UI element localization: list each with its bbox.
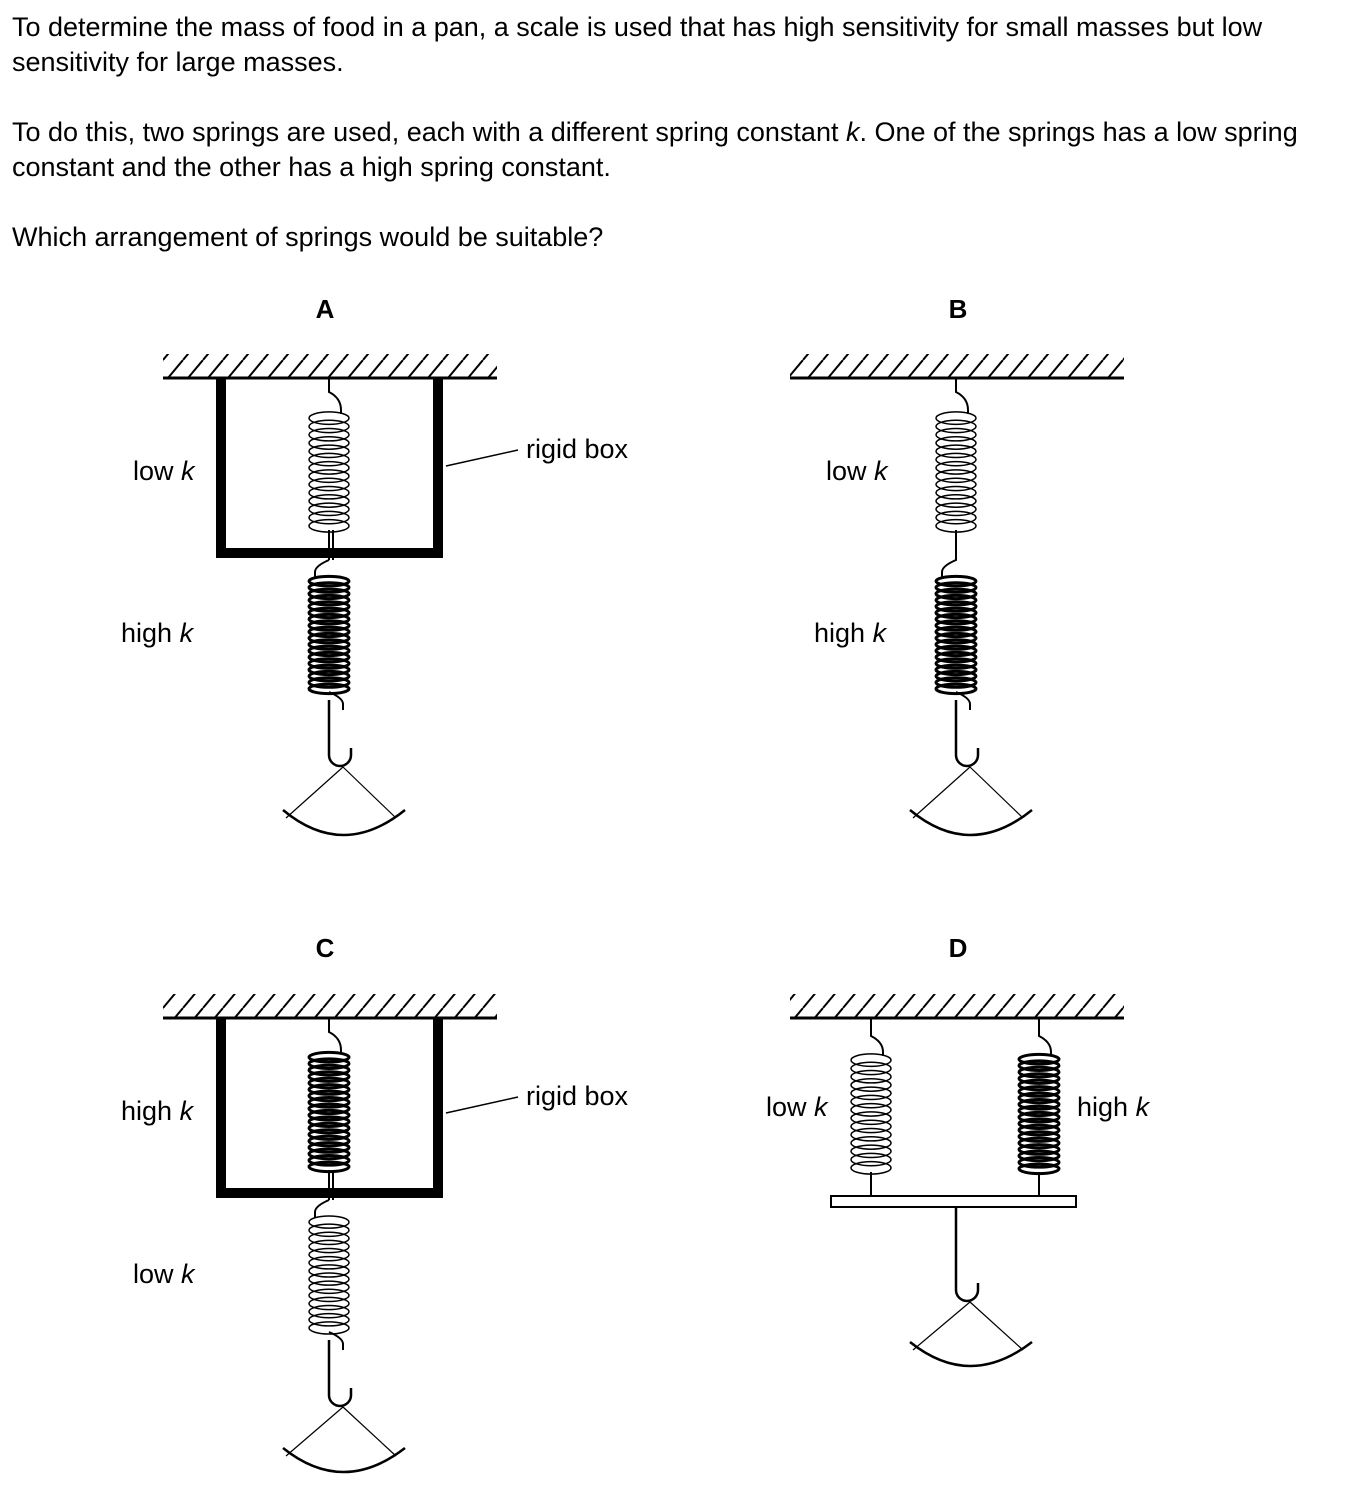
ceiling-a [163,354,497,378]
pan-strings-c [286,1407,396,1456]
pan-strings-a [286,767,396,818]
rigid-box-c [221,1018,438,1193]
spring-low-k-a [309,412,349,532]
option-d[interactable] [766,933,1151,1366]
label-low-k-d: low k [766,1092,828,1122]
pan-b [910,810,1032,835]
question-paragraph-2-end: . One of the springs has a low spring constant and the other has a high spring constant. [12,117,1298,182]
top-wire-b [956,378,968,414]
option-a[interactable] [121,294,629,835]
label-high-k-a: high k [121,618,194,648]
rigid-box-leader-a [446,450,518,466]
label-high-k-d: high k [1077,1092,1150,1122]
spring-low-k-b [936,412,976,532]
spring-low-k-d [851,1054,891,1174]
pan-a [283,810,405,835]
rigid-box-label-a: rigid box [526,434,629,464]
k-symbol: k [845,117,860,147]
option-c-letter: C [315,933,335,963]
option-c[interactable] [121,933,629,1472]
label-high-k-c: high k [121,1096,194,1126]
label-low-k-c: low k [133,1259,195,1289]
top-wire-a [329,378,341,414]
rigid-box-leader-c [446,1097,518,1113]
question-paragraph-1: To determine the mass of food in a pan, a scale is used that has high sensitivity for small masses but low sensitivity for large masses. [12,12,1263,77]
pan-strings-b [913,767,1023,818]
question-prompt: Which arrangement of springs would be suitable? [12,222,604,252]
rigid-box-label-c: rigid box [526,1081,629,1111]
pan-c [283,1448,405,1472]
rigid-bar-d [831,1196,1076,1207]
option-b-letter: B [948,294,968,324]
pan-strings-d [913,1302,1023,1350]
spring-high-k-d [1019,1054,1059,1173]
link-wire-b [942,530,956,578]
spring-high-k-b [936,576,976,693]
option-d-letter: D [948,933,968,963]
option-a-letter: A [315,294,335,324]
hook-c [329,1340,351,1406]
hook-b [956,700,978,766]
spring-high-k-a [309,576,349,693]
spring-low-k-c [309,1216,349,1334]
ceiling-d [790,994,1124,1018]
label-high-k-b: high k [814,618,887,648]
ceiling-b [790,354,1124,378]
spring-high-k-c [309,1052,349,1171]
label-low-k-a: low k [133,456,195,486]
label-low-k-b: low k [826,456,888,486]
top-wire-c [329,1018,341,1054]
pan-d [910,1342,1032,1366]
option-b[interactable] [790,294,1124,835]
ceiling-c [163,994,497,1018]
hook-d [956,1207,978,1301]
question-paragraph-2-start: To do this, two springs are used, each with a different spring constant [12,117,846,147]
hook-a [329,700,351,766]
top-wire-d-right [1039,1018,1051,1056]
top-wire-d-left [871,1018,883,1056]
